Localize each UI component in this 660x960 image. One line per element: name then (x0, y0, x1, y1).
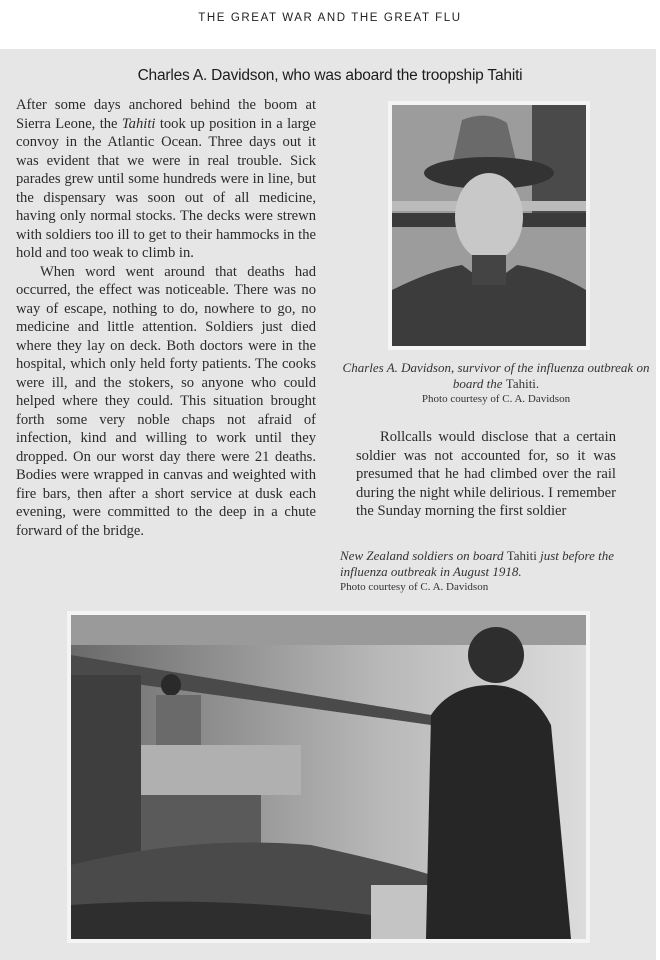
photo-credit: Photo courtesy of C. A. Davidson (340, 581, 489, 593)
portrait-illustration (392, 105, 586, 346)
text: After some days anchored behind the boom at Sierra Leone, the (16, 97, 316, 132)
photo-credit: Photo courtesy of C. A. Davidson (421, 393, 571, 405)
right-column (356, 428, 616, 521)
paragraph-1 (16, 96, 316, 263)
caption-text: Charles A. Davidson, survivor of the influenza outbreak on board the (342, 360, 650, 391)
deck-photo-illustration (71, 615, 586, 939)
portrait-caption (340, 360, 652, 407)
ship-name: Tahiti. (505, 376, 540, 391)
ship-name: Tahiti (506, 548, 537, 563)
deck-photo-caption (340, 548, 660, 595)
text: took up position in a large convoy in the Atlantic Ocean. Three days out it was evident that we were in real trouble. Sick parades grew until some hundreds were in line, but the dispensary was soon out of all medicine, having only normal stocks. The decks were strewn with soldiers too ill to get to their hammocks in the hold and too weak to climb in. (16, 115, 316, 261)
running-head: THE GREAT WAR AND THE GREAT FLU (198, 12, 462, 24)
caption-text: just before the influenza outbreak in August 1918. (340, 548, 615, 579)
paragraph-3: Rollcalls would disclose that a certain soldier was not accounted for, so it was presumed that he had climbed over the rail during the night while delirious. I remember the Sunday morning the first soldier (356, 429, 616, 519)
paragraph-2: When word went around that deaths had occurred, the effect was noticeable. There was no way of escape, nothing to do, nowhere to go, no medicine and little attention. Soldiers just died where they lay on deck. Both doctors were in the hospital, which only held forty patients. The cooks were ill, and the stokers, so anyone who could helped where they could. This situation brought forth some very noble chaps not afraid of infection, kind and willing to work until they dropped. On our worst day there were 21 deaths. Bodies were wrapped in canvas and weighted with fire bars, then after a short service at dusk each evening, were committed to the deep in a chute forward of the bridge. (16, 263, 316, 539)
deck-photo-frame (67, 611, 590, 943)
portrait-frame (388, 101, 590, 350)
portrait-photo (392, 105, 586, 346)
deck-photo (71, 615, 586, 939)
box-title: Charles A. Davidson, who was aboard the troopship Tahiti (137, 67, 523, 84)
left-column (16, 96, 316, 540)
caption-text: New Zealand soldiers on board (340, 548, 507, 563)
ship-name: Tahiti (121, 115, 156, 132)
